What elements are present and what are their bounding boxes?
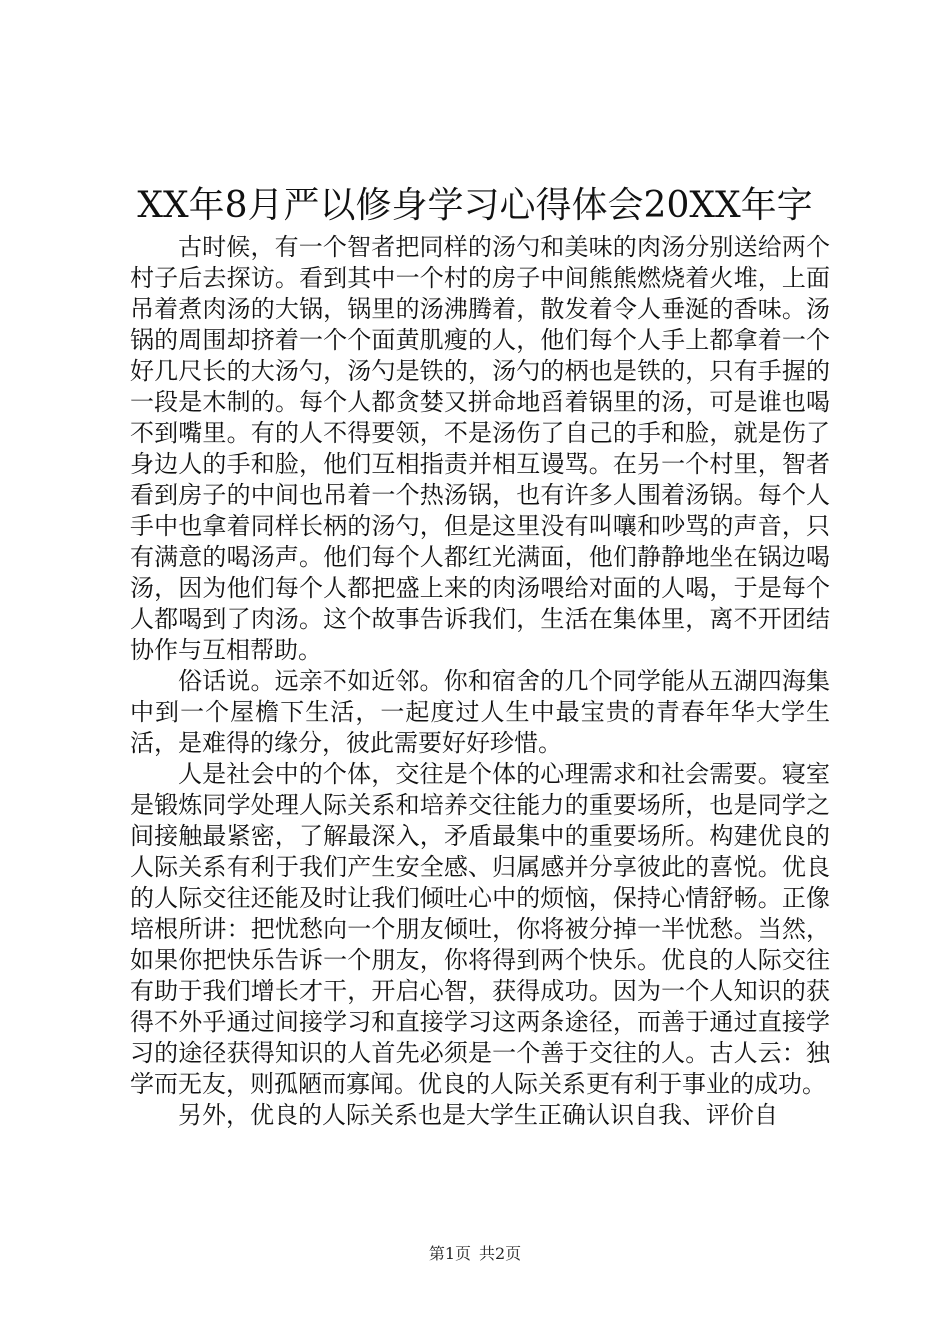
page-footer xyxy=(0,1244,950,1264)
page-total: 共2页 xyxy=(479,1244,522,1263)
page-number: 第1页 xyxy=(428,1244,471,1263)
paragraph: 俗话说。远亲不如近邻。你和宿舍的几个同学能从五湖四海集中到一个屋檐下生活，一起度过人生中最宝贵的青春年华大学生活，是难得的缘分，彼此需要好好珍惜。 xyxy=(130,667,830,757)
paragraph: 另外，优良的人际关系也是大学生正确认识自我、评价自 xyxy=(178,1101,778,1129)
document-body xyxy=(130,232,830,1131)
paragraph: 古时候，有一个智者把同样的汤勺和美味的肉汤分别送给两个村子后去探访。看到其中一个村的房子中间熊熊燃烧着火堆，上面吊着煮肉汤的大锅，锅里的汤沸腾着，散发着令人垂涎的香味。汤锅的周围却挤着一个个面黄肌瘦的人，他们每个人手上都拿着一个好几尺长的大汤勺，汤勺是铁的，汤勺的柄也是铁的，只有手握的一段是木制的。每个人都贪婪又拼命地舀着锅里的汤，可是谁也喝不到嘴里。有的人不得要领，不是汤伤了自己的手和脸，就是伤了身边人的手和脸，他们互相指责并相互谩骂。在另一个村里，智者看到房子的中间也吊着一个热汤锅，也有许多人围着汤锅。每个人手中也拿着同样长柄的汤勺，但是这里没有叫嚷和吵骂的声音，只有满意的喝汤声。他们每个人都红光满面，他们静静地坐在锅边喝汤，因为他们每个人都把盛上来的肉汤喂给对面的人喝，于是每个人都喝到了肉汤。这个故事告诉我们，生活在集体里，离不开团结协作与互相帮助。 xyxy=(130,233,830,664)
document-title: XX年8月严以修身学习心得体会20XX年字 xyxy=(137,185,813,226)
paragraph: 人是社会中的个体，交往是个体的心理需求和社会需要。寝室是锻炼同学处理人际关系和培养交往能力的重要场所，也是同学之间接触最紧密，了解最深入，矛盾最集中的重要场所。构建优良的人际关系有利于我们产生安全感、归属感并分享彼此的喜悦。优良的人际交往还能及时让我们倾吐心中的烦恼，保持心情舒畅。正像培根所讲：把忧愁向一个朋友倾吐，你将被分掉一半忧愁。当然，如果你把快乐告诉一个朋友，你将得到两个快乐。优良的人际交往有助于我们增长才干，开启心智，获得成功。因为一个人知识的获得不外乎通过间接学习和直接学习这两条途径，而善于通过直接学习的途径获得知识的人首先必须是一个善于交往的人。古人云：独学而无友，则孤陋而寡闻。优良的人际关系更有利于事业的成功。 xyxy=(130,760,830,1098)
